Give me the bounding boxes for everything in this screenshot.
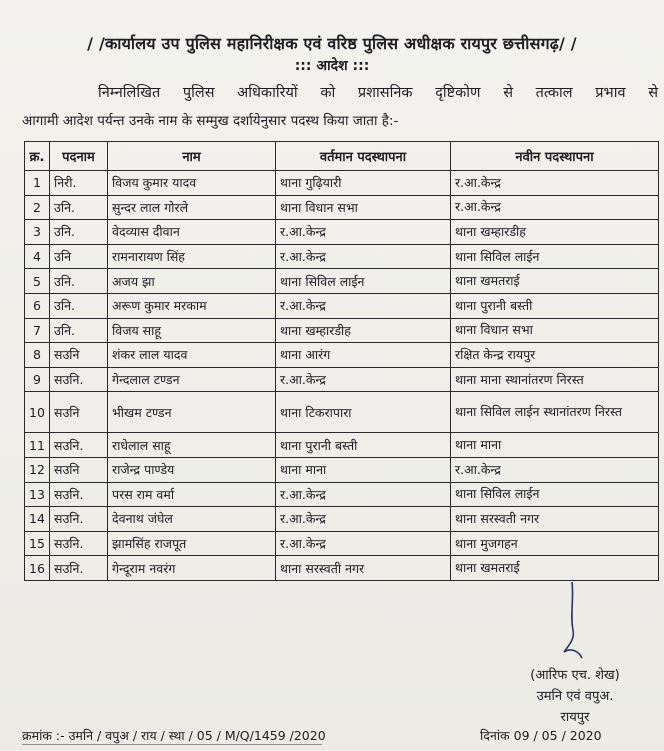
table-row bbox=[25, 433, 659, 458]
serial-cell: 3 bbox=[25, 220, 50, 245]
rank-cell: सउनि bbox=[50, 457, 108, 482]
current-posting-cell: थाना खम्हारडीह bbox=[276, 318, 451, 343]
new-posting-cell: रक्षित केन्द्र रायपुर bbox=[451, 343, 659, 368]
table-header-row bbox=[25, 142, 659, 171]
rank-cell: सउनि. bbox=[50, 433, 108, 458]
serial-cell: 2 bbox=[25, 195, 50, 220]
rank-cell: सउनि bbox=[50, 392, 108, 433]
serial-cell: 16 bbox=[25, 556, 50, 581]
new-posting-cell: र.आ.केन्द्र bbox=[451, 195, 659, 220]
rank-cell: उनि. bbox=[50, 293, 108, 318]
rank-cell: उनि bbox=[50, 244, 108, 269]
header-new-posting: नवीन पदस्थापना bbox=[451, 142, 659, 171]
serial-cell: 14 bbox=[25, 507, 50, 532]
table-row bbox=[25, 343, 659, 368]
new-posting-cell: र.आ.केन्द्र bbox=[451, 171, 659, 196]
table-row bbox=[25, 531, 659, 556]
serial-cell: 12 bbox=[25, 457, 50, 482]
serial-cell: 5 bbox=[25, 269, 50, 294]
name-cell: वेदव्यास दीवान bbox=[108, 220, 276, 245]
table-row bbox=[25, 269, 659, 294]
new-posting-cell: थाना माना स्थानांतरण निरस्त bbox=[451, 367, 659, 392]
current-posting-cell: र.आ.केन्द्र bbox=[276, 482, 451, 507]
new-posting-cell: थाना सरस्वती नगर bbox=[451, 507, 659, 532]
current-posting-cell: थाना सिविल लाईन bbox=[276, 269, 451, 294]
table-row bbox=[25, 457, 659, 482]
new-posting-cell: थाना खमतराई bbox=[451, 556, 659, 581]
name-cell: भीखम टण्डन bbox=[108, 392, 276, 433]
name-cell: परस राम वर्मा bbox=[108, 482, 276, 507]
header-current-posting: वर्तमान पदस्थापना bbox=[276, 142, 451, 171]
office-header-title: / /कार्यालय उप पुलिस महानिरीक्षक एवं वरिष्ठ पुलिस अधीक्षक रायपुर छत्तीसगढ़/ / bbox=[87, 34, 577, 53]
table-row bbox=[25, 220, 659, 245]
serial-cell: 11 bbox=[25, 433, 50, 458]
current-posting-cell: थाना माना bbox=[276, 457, 451, 482]
name-cell: रामनारायण सिंह bbox=[108, 244, 276, 269]
signatory-place: रायपुर bbox=[560, 710, 590, 725]
current-posting-cell: थाना गुढ़ियारी bbox=[276, 171, 451, 196]
name-cell: झामसिंह राजपूत bbox=[108, 531, 276, 556]
table-row bbox=[25, 507, 659, 532]
current-posting-cell: थाना विधान सभा bbox=[276, 195, 451, 220]
table-row bbox=[25, 293, 659, 318]
table-row bbox=[25, 318, 659, 343]
rank-cell: सउनि bbox=[50, 343, 108, 368]
intro-line-1: निम्नलिखित पुलिस अधिकारियों को प्रशासनिक दृष्टिकोण से तत्काल प्रभाव से bbox=[98, 85, 658, 101]
new-posting-cell: थाना पुरानी बस्ती bbox=[451, 293, 659, 318]
table-row bbox=[25, 482, 659, 507]
rank-cell: उनि. bbox=[50, 318, 108, 343]
intro-line-2: आगामी आदेश पर्यन्त उनके नाम के सम्मुख दर्शायेनुसार पदस्थ किया जाता है:- bbox=[22, 113, 399, 129]
name-cell: विजय कुमार यादव bbox=[108, 171, 276, 196]
rank-cell: उनि. bbox=[50, 269, 108, 294]
current-posting-cell: र.आ.केन्द्र bbox=[276, 531, 451, 556]
rank-cell: सउनि. bbox=[50, 531, 108, 556]
name-cell: विजय साहू bbox=[108, 318, 276, 343]
new-posting-cell: थाना सिविल लाईन bbox=[451, 244, 659, 269]
table-row bbox=[25, 392, 659, 433]
serial-cell: 1 bbox=[25, 171, 50, 196]
name-cell: गेन्दूराम नवरंग bbox=[108, 556, 276, 581]
serial-cell: 7 bbox=[25, 318, 50, 343]
current-posting-cell: थाना पुरानी बस्ती bbox=[276, 433, 451, 458]
current-posting-cell: र.आ.केन्द्र bbox=[276, 293, 451, 318]
rank-cell: सउनि. bbox=[50, 367, 108, 392]
current-posting-cell: थाना आरंग bbox=[276, 343, 451, 368]
table-row bbox=[25, 195, 659, 220]
order-date: दिनांक 09 / 05 / 2020 bbox=[480, 728, 602, 743]
name-cell: राधेलाल साहू bbox=[108, 433, 276, 458]
current-posting-cell: र.आ.केन्द्र bbox=[276, 367, 451, 392]
current-posting-cell: र.आ.केन्द्र bbox=[276, 244, 451, 269]
table-row bbox=[25, 367, 659, 392]
serial-cell: 9 bbox=[25, 367, 50, 392]
table-row bbox=[25, 171, 659, 196]
serial-cell: 15 bbox=[25, 531, 50, 556]
name-cell: शंकर लाल यादव bbox=[108, 343, 276, 368]
header-name: नाम bbox=[108, 142, 276, 171]
table-row bbox=[25, 556, 659, 581]
current-posting-cell: र.आ.केन्द्र bbox=[276, 507, 451, 532]
new-posting-cell: थाना विधान सभा bbox=[451, 318, 659, 343]
signatory-name: (आरिफ एच. शेख) bbox=[530, 668, 620, 683]
current-posting-cell: र.आ.केन्द्र bbox=[276, 220, 451, 245]
serial-cell: 10 bbox=[25, 392, 50, 433]
current-posting-cell: थाना सरस्वती नगर bbox=[276, 556, 451, 581]
rank-cell: उनि. bbox=[50, 220, 108, 245]
order-heading: ::: आदेश ::: bbox=[294, 58, 370, 74]
serial-cell: 8 bbox=[25, 343, 50, 368]
rank-cell: सउनि. bbox=[50, 556, 108, 581]
rank-cell: सउनि. bbox=[50, 507, 108, 532]
serial-cell: 13 bbox=[25, 482, 50, 507]
rank-cell: सउनि. bbox=[50, 482, 108, 507]
header-rank: पदनाम bbox=[50, 142, 108, 171]
serial-cell: 4 bbox=[25, 244, 50, 269]
new-posting-cell: थाना मुजगहन bbox=[451, 531, 659, 556]
rank-cell: उनि. bbox=[50, 195, 108, 220]
transfer-table bbox=[24, 141, 659, 581]
current-posting-cell: थाना टिकरापारा bbox=[276, 392, 451, 433]
name-cell: अजय झा bbox=[108, 269, 276, 294]
handwritten-signature bbox=[552, 580, 592, 670]
serial-cell: 6 bbox=[25, 293, 50, 318]
name-cell: सुन्दर लाल गोरले bbox=[108, 195, 276, 220]
new-posting-cell: थाना खमतराई bbox=[451, 269, 659, 294]
reference-number: क्रमांक :- उमनि / वपुअ / राय / स्था / 05 / M/Q/1459 /2020 bbox=[22, 728, 326, 743]
new-posting-cell: र.आ.केन्द्र bbox=[451, 457, 659, 482]
name-cell: गेन्दलाल टण्डन bbox=[108, 367, 276, 392]
signatory-designation: उमनि एवं वपुअ. bbox=[536, 689, 614, 704]
name-cell: देवनाथ जंघेल bbox=[108, 507, 276, 532]
new-posting-cell: थाना सिविल लाईन bbox=[451, 482, 659, 507]
rank-cell: निरी. bbox=[50, 171, 108, 196]
new-posting-cell: थाना सिविल लाईन स्थानांतरण निरस्त bbox=[451, 392, 659, 433]
name-cell: राजेन्द्र पाण्डेय bbox=[108, 457, 276, 482]
new-posting-cell: थाना खम्हारडीह bbox=[451, 220, 659, 245]
header-serial: क्र. bbox=[25, 142, 50, 171]
table-row bbox=[25, 244, 659, 269]
new-posting-cell: थाना माना bbox=[451, 433, 659, 458]
name-cell: अरूण कुमार मरकाम bbox=[108, 293, 276, 318]
